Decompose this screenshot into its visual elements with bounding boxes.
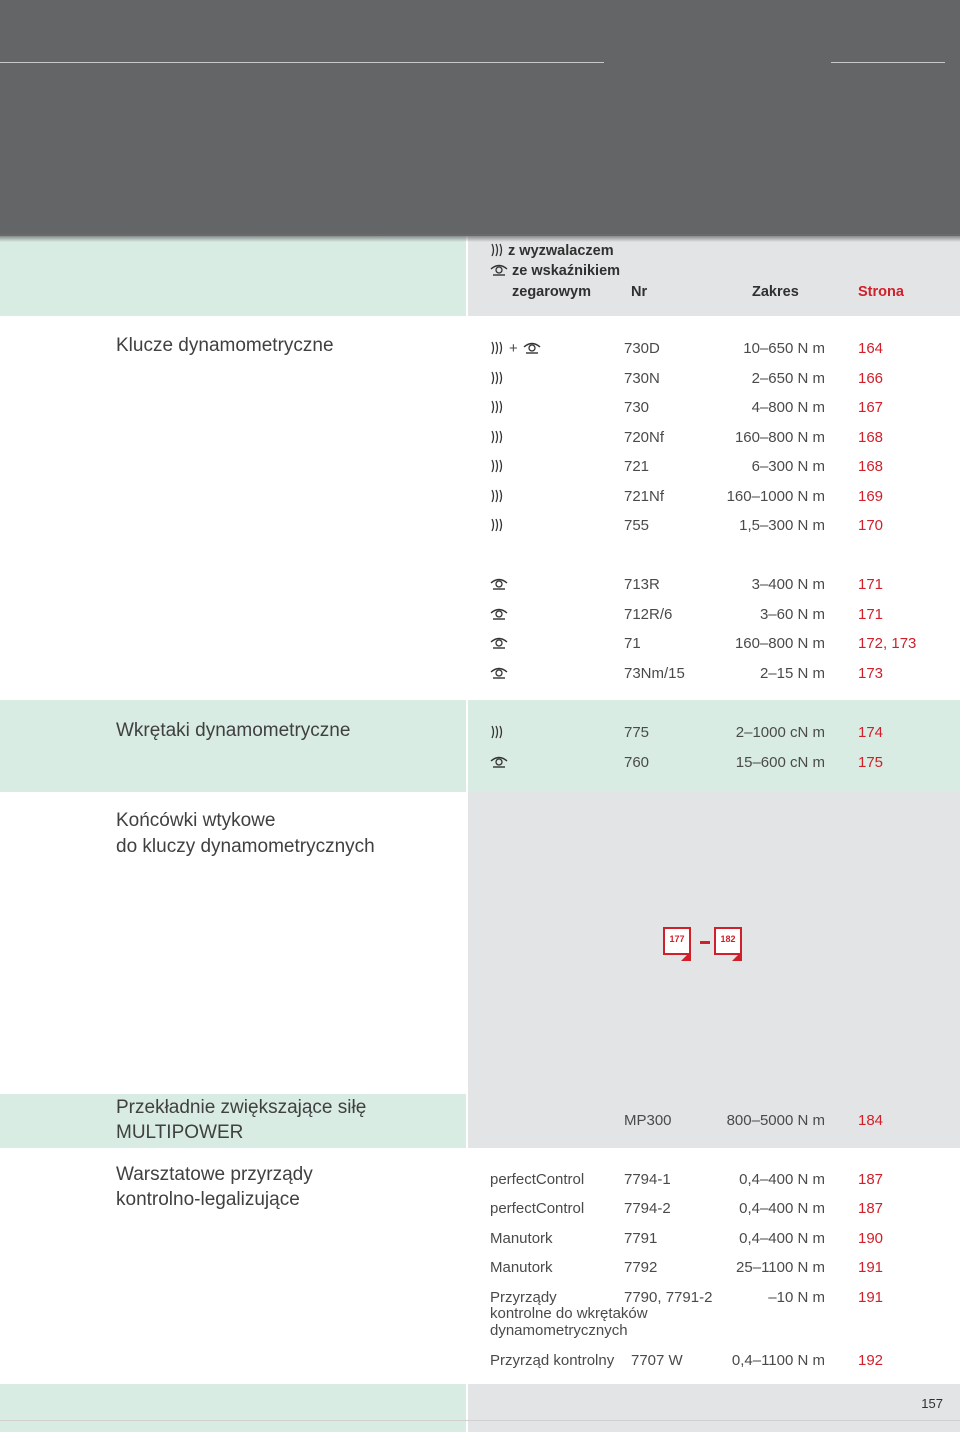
cell-nr: 730N <box>624 370 660 387</box>
column-header-nr: Nr <box>631 284 648 300</box>
section-title-klucze: Klucze dynamometryczne <box>116 335 334 356</box>
cell-nr: 730D <box>624 340 660 357</box>
dial-gauge-icon <box>490 578 508 590</box>
table-row <box>0 451 960 481</box>
cell-strona[interactable]: 173 <box>858 665 884 682</box>
table-row <box>0 747 960 777</box>
table-row <box>0 1252 960 1282</box>
cell-strona[interactable]: 171 <box>858 576 884 593</box>
cell-desc: perfectControl <box>490 1200 585 1217</box>
cell-strona[interactable]: 168 <box>858 458 884 475</box>
trigger-icon <box>490 430 504 444</box>
dial-gauge-icon <box>523 342 541 354</box>
cell-nr: 73Nm/15 <box>624 665 685 682</box>
table-row <box>0 1345 960 1375</box>
cell-desc-line2: kontrolne do wkrętaków <box>490 1305 648 1322</box>
cell-zakres: 10–650 N m <box>743 340 825 357</box>
section-title-przekladnie-line2: MULTIPOWER <box>116 1122 244 1143</box>
footer-right-panel <box>468 1384 960 1432</box>
cell-nr: 7791 <box>624 1230 658 1247</box>
section-title-przekladnie: Przekładnie zwiększające siłę <box>116 1097 367 1118</box>
trigger-icon <box>490 371 504 385</box>
table-row <box>0 1223 960 1253</box>
dial-gauge-icon <box>490 608 508 620</box>
cell-nr: 755 <box>624 517 650 534</box>
table-row <box>0 1282 960 1312</box>
cell-zakres: –10 N m <box>768 1289 825 1306</box>
cell-zakres: 0,4–400 N m <box>739 1171 825 1188</box>
cell-nr: 712R/6 <box>624 606 673 623</box>
cell-zakres: 2–15 N m <box>759 665 825 682</box>
header-rule-left <box>0 62 604 63</box>
cell-strona[interactable]: 187 <box>858 1171 884 1188</box>
page-range-dash <box>700 941 710 944</box>
cell-zakres: 1,5–300 N m <box>739 517 825 534</box>
cell-zakres: 800–5000 N m <box>726 1112 825 1129</box>
column-header-zakres: Zakres <box>752 284 799 300</box>
cell-strona[interactable]: 170 <box>858 517 884 534</box>
footer-rule <box>0 1420 960 1421</box>
row-icons <box>490 340 541 357</box>
table-row <box>0 599 960 629</box>
page-ref-to: 182 <box>720 934 736 944</box>
trigger-icon <box>490 459 504 473</box>
trigger-icon <box>490 341 504 355</box>
cell-zakres: 3–400 N m <box>751 576 825 593</box>
cell-strona[interactable]: 168 <box>858 429 884 446</box>
cell-nr: MP300 <box>624 1112 672 1129</box>
cell-zakres: 3–60 N m <box>759 606 825 623</box>
cell-desc: Manutork <box>490 1230 553 1247</box>
cell-nr: 7707 W <box>631 1352 683 1369</box>
section-title-wkretaki: Wkrętaki dynamometryczne <box>116 720 351 741</box>
cell-zakres: 2–1000 cN m <box>735 724 825 741</box>
cell-desc: Przyrządy <box>490 1289 557 1306</box>
cell-nr: 7790, 7791-2 <box>624 1289 713 1306</box>
header-left-panel <box>0 236 466 316</box>
section-title-koncowki: Końcówki wtykowe <box>116 810 276 831</box>
legend-dial <box>490 263 620 279</box>
cell-desc: Przyrząd kontrolny <box>490 1352 615 1369</box>
cell-zakres: 160–800 N m <box>734 635 825 652</box>
table-row <box>0 510 960 540</box>
table-row <box>0 717 960 747</box>
table-row <box>0 628 960 658</box>
cell-strona[interactable]: 190 <box>858 1230 884 1247</box>
cell-strona[interactable]: 187 <box>858 1200 884 1217</box>
dial-gauge-icon <box>490 264 508 276</box>
table-row <box>0 481 960 511</box>
table-row <box>0 1105 960 1135</box>
page-ref-from: 177 <box>669 934 685 944</box>
cell-zakres: 160–1000 N m <box>726 488 825 505</box>
trigger-icon <box>490 243 504 257</box>
cell-desc: perfectControl <box>490 1171 585 1188</box>
cell-desc: Manutork <box>490 1259 553 1276</box>
cell-strona[interactable]: 192 <box>858 1352 884 1369</box>
cell-nr: 720Nf <box>624 429 665 446</box>
dial-gauge-icon <box>490 637 508 649</box>
cell-strona[interactable]: 167 <box>858 399 884 416</box>
cell-strona[interactable]: 184 <box>858 1112 884 1129</box>
table-row <box>0 422 960 452</box>
table-row <box>0 658 960 688</box>
table-row <box>0 392 960 422</box>
plus-sign: + <box>509 340 518 357</box>
cell-zakres: 15–600 cN m <box>735 754 825 771</box>
page-reference-icon[interactable] <box>663 927 691 961</box>
cell-strona[interactable]: 191 <box>858 1259 884 1276</box>
cell-nr: 721 <box>624 458 650 475</box>
trigger-icon <box>490 518 504 532</box>
cell-zakres: 0,4–1100 N m <box>731 1352 825 1369</box>
cell-zakres: 160–800 N m <box>734 429 825 446</box>
dial-gauge-icon <box>490 667 508 679</box>
cell-strona[interactable]: 172, 173 <box>858 635 917 652</box>
cell-strona[interactable]: 169 <box>858 488 884 505</box>
column-header-strona: Strona <box>858 284 904 300</box>
cell-zakres: 25–1100 N m <box>736 1259 825 1276</box>
cell-strona[interactable]: 191 <box>858 1289 884 1306</box>
cell-nr: 760 <box>624 754 650 771</box>
cell-zakres: 0,4–400 N m <box>739 1230 825 1247</box>
cell-nr: 7792 <box>624 1259 658 1276</box>
top-header-band <box>0 0 960 236</box>
footer-left-panel <box>0 1384 466 1432</box>
section-title-warsztatowe-line2: kontrolno-legalizujące <box>116 1189 300 1210</box>
cell-strona[interactable]: 174 <box>858 724 884 741</box>
table-row <box>0 569 960 599</box>
cell-nr: 7794-2 <box>624 1200 671 1217</box>
cell-strona[interactable]: 171 <box>858 606 884 623</box>
table-row <box>0 1193 960 1223</box>
cell-nr: 71 <box>624 635 641 652</box>
trigger-icon <box>490 489 504 503</box>
table-row <box>0 363 960 393</box>
page-number: 157 <box>921 1396 943 1411</box>
cell-nr: 713R <box>624 576 660 593</box>
header-shadow <box>0 234 960 242</box>
cell-strona[interactable]: 175 <box>858 754 884 771</box>
table-row <box>0 1164 960 1194</box>
cell-zakres: 2–650 N m <box>751 370 825 387</box>
legend-dial-label-2: zegarowym <box>512 284 591 300</box>
legend-trigger-label: z wyzwalaczem <box>508 243 614 259</box>
cell-nr: 7794-1 <box>624 1171 671 1188</box>
cell-strona[interactable]: 164 <box>858 340 884 357</box>
legend-dial-label: ze wskaźnikiem <box>512 263 621 279</box>
cell-nr: 721Nf <box>624 488 665 505</box>
cell-zakres: 0,4–400 N m <box>739 1200 825 1217</box>
cell-zakres: 6–300 N m <box>751 458 825 475</box>
dial-gauge-icon <box>490 756 508 768</box>
legend-trigger <box>490 243 614 259</box>
cell-nr: 730 <box>624 399 650 416</box>
cell-nr: 775 <box>624 724 650 741</box>
header-rule-right <box>831 62 945 63</box>
cell-zakres: 4–800 N m <box>751 399 825 416</box>
trigger-icon <box>490 725 504 739</box>
trigger-icon <box>490 400 504 414</box>
page-reference-icon[interactable] <box>714 927 742 961</box>
section-title-koncowki-line2: do kluczy dynamometrycznych <box>116 836 375 857</box>
section-title-warsztatowe: Warsztatowe przyrządy <box>116 1164 313 1185</box>
table-row <box>0 333 960 363</box>
cell-desc-line3: dynamometrycznych <box>490 1322 628 1339</box>
cell-strona[interactable]: 166 <box>858 370 884 387</box>
